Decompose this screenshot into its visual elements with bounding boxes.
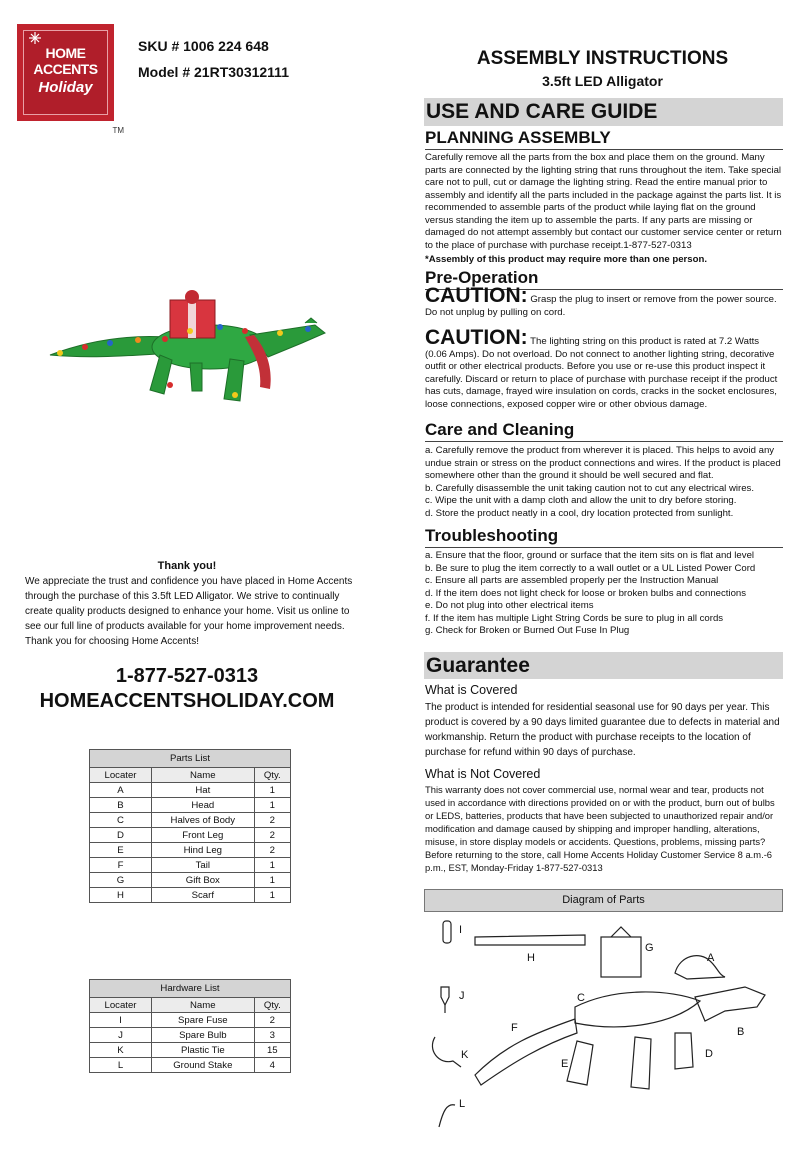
cell: Spare Bulb	[152, 1028, 255, 1043]
table-row	[90, 1028, 291, 1043]
table-row	[90, 798, 291, 813]
table-caption: Hardware List	[90, 980, 291, 998]
table-row	[90, 1013, 291, 1028]
cell: 2	[254, 813, 290, 828]
cell: 1	[254, 783, 290, 798]
caution-1-text: Grasp the plug to insert or remove from the power source. Do not unplug by pulling on cord.	[425, 294, 777, 318]
cell: Spare Fuse	[152, 1013, 255, 1028]
column-header: Locater	[90, 998, 152, 1013]
cell: H	[90, 888, 152, 903]
cell: 4	[254, 1058, 290, 1073]
not-covered-text: This warranty does not cover commercial use, normal wear and tear, products not used in accordance with directions provided on or with the product, burn out of bulbs or LEDS, batteries, products that have been subjected to unauthorized repair and/or modification and damage caused by shipping and improper handling, alterations, misuse, in store display models or accidents. Questions, problems, missing parts? Before returning to the store, call Home Accents Holiday Customer Service 8 a.m.-6 p.m., EST, Monday-Friday 1-877-527-0313	[425, 784, 775, 873]
table-row	[90, 813, 291, 828]
planning-text: Carefully remove all the parts from the box and place them on the ground. Many parts are connected by the lighting string that runs throughout the item. Take special care not to pull, cut or damage the lighting string. Read the entire manual prior to assembly and identify all the parts included in the package against the parts list. It is recommended to assemble parts of the product while laying flat on the ground versus standing the item up to assemble the parts. If any parts are missing or damaged do not attempt assembly but contact our customer service center or return to the place of purchase with purchase receipt.1-877-527-0313	[425, 152, 782, 251]
not-covered-heading: What is Not Covered	[425, 767, 541, 781]
label-I: I	[459, 924, 463, 936]
column-header: Name	[152, 998, 255, 1013]
list-item: a. Carefully remove the product from wherever it is placed. This helps to avoid any undue strain or stress on the product connections and wires. If the product is placed somewhere other than the ground it should be well secured and flat.	[425, 445, 781, 481]
table-row	[90, 843, 291, 858]
label-K: K	[461, 1049, 469, 1061]
care-list	[425, 445, 783, 520]
table-row	[90, 783, 291, 798]
cell: Ground Stake	[152, 1058, 255, 1073]
cell: Plastic Tie	[152, 1043, 255, 1058]
troubleshooting-list	[425, 550, 783, 638]
list-item: c. Ensure all parts are assembled properly per the Instruction Manual	[425, 575, 719, 586]
hind-leg-shape	[567, 1041, 593, 1085]
cell: Hat	[152, 783, 255, 798]
divider	[425, 441, 783, 442]
scarf-shape	[475, 935, 585, 945]
list-item: e. Do not plug into other electrical items	[425, 600, 594, 611]
label-L: L	[459, 1098, 466, 1110]
cell: 2	[254, 1013, 290, 1028]
cell: J	[90, 1028, 152, 1043]
column-header: Locater	[90, 768, 152, 783]
bulb-icon	[441, 987, 449, 1005]
list-item: g. Check for Broken or Burned Out Fuse In Plug	[425, 625, 630, 636]
list-item: f. If the item has multiple Light String Cords be sure to plug in all cords	[425, 612, 724, 624]
list-item: b. Carefully disassemble the unit taking caution not to cut any electrical wires.	[425, 482, 755, 494]
product-photo	[40, 255, 340, 445]
cell: K	[90, 1043, 152, 1058]
cell: Hind Leg	[152, 843, 255, 858]
label-G: G	[645, 942, 654, 954]
cell: 1	[254, 798, 290, 813]
logo-badge	[23, 30, 108, 115]
table-row	[90, 858, 291, 873]
column-header: Name	[152, 768, 255, 783]
divider	[425, 149, 783, 150]
caution-2	[425, 326, 783, 411]
tie-icon	[432, 1037, 461, 1067]
cell: F	[90, 858, 152, 873]
cell: B	[90, 798, 152, 813]
label-A: A	[707, 952, 715, 964]
cell: C	[90, 813, 152, 828]
cell: Head	[152, 798, 255, 813]
diagram-caption: Diagram of Parts	[424, 889, 783, 912]
table-row	[90, 873, 291, 888]
table-row	[90, 1058, 291, 1073]
head-shape	[695, 987, 765, 1021]
doc-title: ASSEMBLY INSTRUCTIONS	[476, 48, 729, 69]
trademark: TM	[112, 126, 124, 135]
brand-logo	[17, 24, 124, 135]
cell: Front Leg	[152, 828, 255, 843]
tail-shape	[475, 1019, 577, 1085]
doc-subtitle: 3.5ft LED Alligator	[542, 73, 663, 89]
cell: 2	[254, 843, 290, 858]
fuse-icon	[443, 921, 451, 943]
cell: 3	[254, 1028, 290, 1043]
snowflake-icon	[28, 31, 58, 45]
body-shape	[575, 992, 700, 1027]
cell: Halves of Body	[152, 813, 255, 828]
front-leg-shape	[675, 1033, 693, 1069]
cell: L	[90, 1058, 152, 1073]
table-caption: Parts List	[90, 750, 291, 768]
logo-line1: HOME	[45, 45, 86, 61]
logo-line2: ACCENTS	[33, 61, 98, 77]
table-row	[90, 828, 291, 843]
cell: G	[90, 873, 152, 888]
cell: I	[90, 1013, 152, 1028]
cell: Scarf	[152, 888, 255, 903]
cell: 15	[254, 1043, 290, 1058]
model-number: Model # 21RT30312111	[138, 64, 289, 80]
list-item: d. If the item does not light check for loose or broken bulbs and connections	[425, 587, 747, 599]
caution-2-text: The lighting string on this product is rated at 7.2 Watts (0.06 Amps). Do not overload. Do not connect to another lighting string, decorative outfit or other electrical products. Before you use or re-use this product inspect it carefully. Discard or return to place of purchase with purchase receipt if the product has cuts, damage, frayed wire insulation on cords, cracks in the socket enclosures, loose connections, exposed copper wire or other obvious damage.	[425, 336, 778, 410]
column-header: Qty.	[254, 768, 290, 783]
caution-label: CAUTION:	[425, 284, 528, 307]
list-item: d. Store the product neatly in a cool, dry location protected from sunlight.	[425, 507, 734, 519]
website[interactable]: HOMEACCENTSHOLIDAY.COM	[39, 690, 335, 712]
thanks-text: We appreciate the trust and confidence you have placed in Home Accents through the purchase of this 3.5ft LED Alligator. We strive to continually create quality products designed to enhance your home. Visit us online to see our full line of products available for your home improvement needs. Thank you for choosing Home Accents!	[25, 576, 353, 647]
phone-number: 1-877-527-0313	[115, 665, 259, 687]
hardware-list-table	[89, 979, 291, 1073]
cell: 1	[254, 858, 290, 873]
cell: A	[90, 783, 152, 798]
label-C: C	[577, 992, 585, 1004]
list-item: a. Ensure that the floor, ground or surface that the item sits on is flat and level	[425, 550, 755, 561]
column-header: Qty.	[254, 998, 290, 1013]
caution-label: CAUTION:	[425, 326, 528, 349]
logo-line3: Holiday	[38, 79, 93, 96]
cell: Gift Box	[152, 873, 255, 888]
thanks-heading: Thank you!	[157, 560, 217, 572]
cell: 1	[254, 888, 290, 903]
label-F: F	[511, 1022, 518, 1034]
label-B: B	[737, 1026, 745, 1038]
guarantee-heading: Guarantee	[424, 652, 783, 679]
cell: Tail	[152, 858, 255, 873]
divider	[425, 547, 783, 548]
assembly-note: *Assembly of this product may require more than one person.	[425, 254, 708, 265]
parts-diagram	[425, 915, 783, 1160]
cell: 2	[254, 828, 290, 843]
table-row	[90, 888, 291, 903]
table-row	[90, 1043, 291, 1058]
label-H: H	[527, 952, 535, 964]
caution-1	[425, 284, 783, 319]
covered-text: The product is intended for residential seasonal use for 90 days per year. This product is covered by a 90 days limited guarantee due to defects in material and workmanship. Return the product with purchase receipts to the location of purchase for refund within 90 days of purchase.	[425, 702, 780, 758]
cell: 1	[254, 873, 290, 888]
hat-shape	[675, 956, 725, 979]
cell: E	[90, 843, 152, 858]
care-heading: Care and Cleaning	[425, 420, 575, 439]
covered-heading: What is Covered	[425, 683, 518, 697]
list-item: b. Be sure to plug the item correctly to a wall outlet or a UL Listed Power Cord	[425, 562, 756, 574]
label-J: J	[459, 990, 465, 1002]
list-item: c. Wipe the unit with a damp cloth and allow the unit to dry before storing.	[425, 495, 737, 506]
use-care-heading: USE AND CARE GUIDE	[424, 98, 783, 126]
sku-number: SKU # 1006 224 648	[138, 38, 269, 54]
label-D: D	[705, 1048, 713, 1060]
preop-heading: Pre-Operation	[425, 268, 539, 287]
cell: D	[90, 828, 152, 843]
parts-list-table	[89, 749, 291, 903]
stake-icon	[439, 1105, 455, 1127]
troubleshooting-heading: Troubleshooting	[425, 526, 559, 545]
planning-heading: PLANNING ASSEMBLY	[425, 128, 611, 147]
gift-box-shape	[601, 937, 641, 977]
label-E: E	[561, 1058, 569, 1070]
